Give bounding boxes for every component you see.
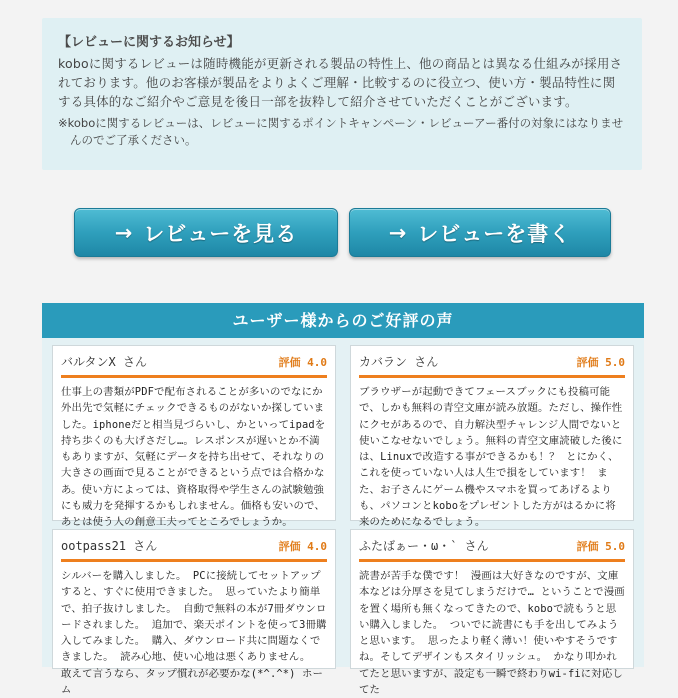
review-rating: 評価 5.0 [576,356,625,369]
review-card [52,345,336,529]
arrow-right-icon: → [114,220,134,245]
reviewer-name: バルタンX さん [61,355,147,369]
review-text: シルバーを購入しました。 PCに接続してセットアップすると、すぐに使用できました。 思っていたより簡単で、拍子抜けしました。 自動で無料の本が7冊ダウンロードされました。 追加で、楽天ポイントを使って3冊購入してみました。 購入、ダウンロード共に問題なくできました。 読み心地、使い心地は悪くありません。 敢えて言うなら、タップ慣れが必要かな(*^.^*) ホーム [61,570,327,697]
notice-note: ※koboに関するレビューは、レビューに関するポイントキャンペーン・レビューアー番付の対象にはなりませんのでご了承ください。 [58,116,624,147]
write-review-button[interactable] [349,208,611,257]
reviewer-name: ふたばぁー・ω・` さん [359,539,489,553]
write-review-label: レビューを書く [417,221,572,246]
review-rating: 評価 4.0 [278,356,327,369]
review-card-header [61,537,327,562]
notice-body: koboに関するレビューは随時機能が更新される製品の特性上、他の商品とは異なる仕組みが採用されております。他のお客様が製品をよりよくご理解・比較するのに役立つ、使い方・製品特性に関する具体的なご紹介やご意見を後日一部を抜粋して紹介させていただくことがございます。 [58,56,623,109]
reviewer-name: カバラン さん [359,355,439,369]
arrow-right-icon: → [388,220,408,245]
review-text: 仕事上の書類がPDFで配布されることが多いのでなにか外出先で気軽にチェックできるものがないか探していました。iphoneだと相当見づらいし、かといってipadを持ち歩くのも大げさだし…。レスポンスが遅いとか不満もありますが、気軽にデータを持ち出せて、それなりの大きさの画面で見ることができるという点では合格かなあ。使い方によっては、資格取得や学生さんの試験勉強にも威力を発揮するかもしれません。価格も安いので、あとは使う人の創意工夫ってところでしょうか。 [61,386,326,529]
review-card-header [359,537,625,562]
review-rating: 評価 4.0 [278,540,327,553]
review-text: 読書が苦手な僕です！ 漫画は大好きなのですが、文庫本などは分厚さを見てしまうだけで… ということで漫画を置く場所も無くなってきたので、koboで読もうと思い購入しました。 ついでに読書にも手を出してみようと思います。 思ったより軽く薄い！使いやすそうですね。そしてデザインもスタイリッシュ。 かなり叩かれてたと思いますが、設定も一瞬で終わりwi-fiに対応してた [359,570,625,697]
user-voices-section [42,303,644,697]
review-card-header [359,353,625,378]
review-notice-box [42,18,642,170]
review-card-header [61,353,327,378]
reviewer-name: ootpass21 さん [61,539,158,553]
review-card [350,345,634,529]
review-rating: 評価 5.0 [576,540,625,553]
review-text: ブラウザーが起動できてフェースブックにも投稿可能で、しかも無料の青空文庫が読み放題。ただし、操作性にクセがあるので、自力解決型チャレンジ人間でないと使いこなせないでしょう。無料の青空文庫読破した後には、Linuxで改造する事ができるかも！？ とにかく、これを使っていない人は人生で損をしています！ また、お子さんにゲーム機やスマホを買ってあげるよりも、パソコンとkoboをプレゼントした方がはるかに将来のためになるでしょう。 [359,386,623,529]
user-voices-header: ユーザー様からのご好評の声 [42,303,644,338]
review-card [52,529,336,697]
review-card [350,529,634,697]
notice-title: 【レビューに関するお知らせ】 [58,35,240,50]
read-reviews-button[interactable] [74,208,338,257]
read-reviews-label: レビューを見る [143,221,298,246]
